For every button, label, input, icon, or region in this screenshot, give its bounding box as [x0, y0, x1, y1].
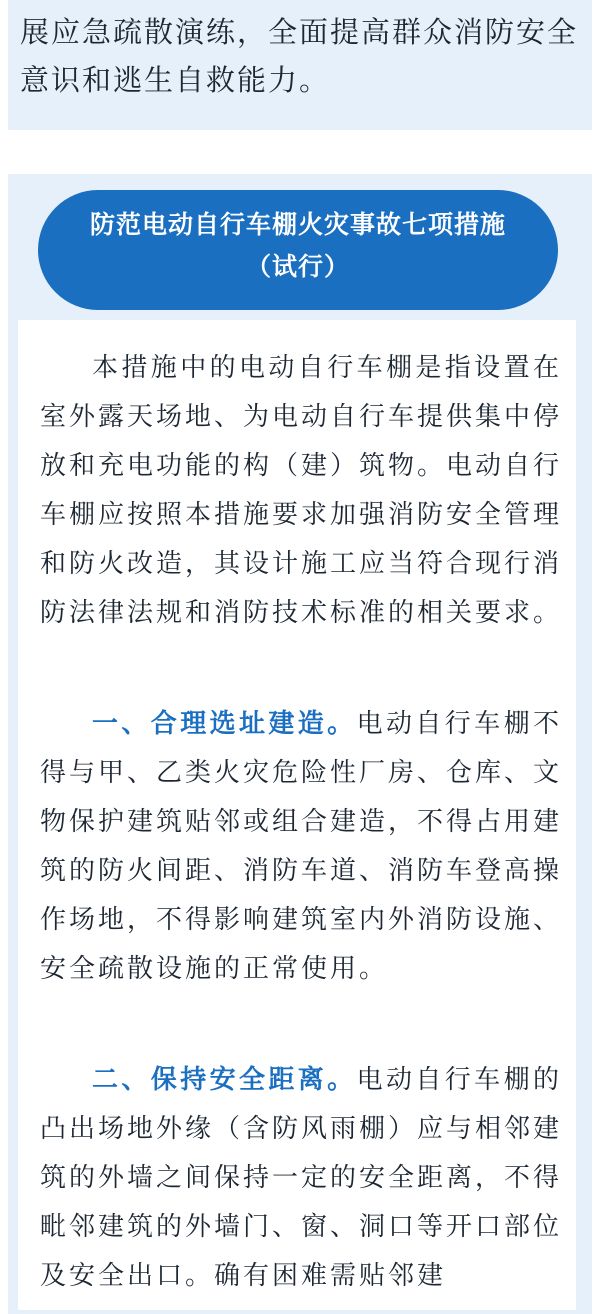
measure-2-body: 电动自行车棚的凸出场地外缘（含防风雨棚）应与相邻建筑的外墙之间保持一定的安全距离，不得毗邻建筑的外墙门、窗、洞口等开口部位及安全出口。确有困难需贴邻建	[40, 1065, 563, 1291]
measure-1-body: 电动自行车棚不得与甲、乙类火灾危险性厂房、仓库、文物保护建筑贴邻或组合建造，不得占用建筑的防火间距、消防车道、消防车登高操作场地，不得影响建筑室内外消防设施、安全疏散设施的正常使用。	[40, 709, 563, 984]
measure-1-paragraph	[40, 700, 562, 994]
section-title: 防范电动自行车棚火灾事故七项措施	[89, 210, 506, 239]
measure-2-paragraph	[40, 1056, 562, 1301]
intro-paragraph: 本措施中的电动自行车棚是指设置在室外露天场地、为电动自行车提供集中停放和充电功能的构（建）筑物。电动自行车棚应按照本措施要求加强消防安全管理和防火改造，其设计施工应当符合现行消防法律法规和消防技术标准的相关要求。	[40, 353, 563, 628]
measure-2-heading: 二、保持安全距离。	[92, 1065, 357, 1095]
section-title-banner	[38, 190, 558, 310]
previous-section-text: 展应急疏散演练，全面提高群众消防安全意识和逃生自救能力。	[20, 15, 579, 97]
measure-1-heading: 一、合理选址建造。	[92, 709, 357, 739]
section-title-subtitle: （试行）	[245, 252, 350, 281]
